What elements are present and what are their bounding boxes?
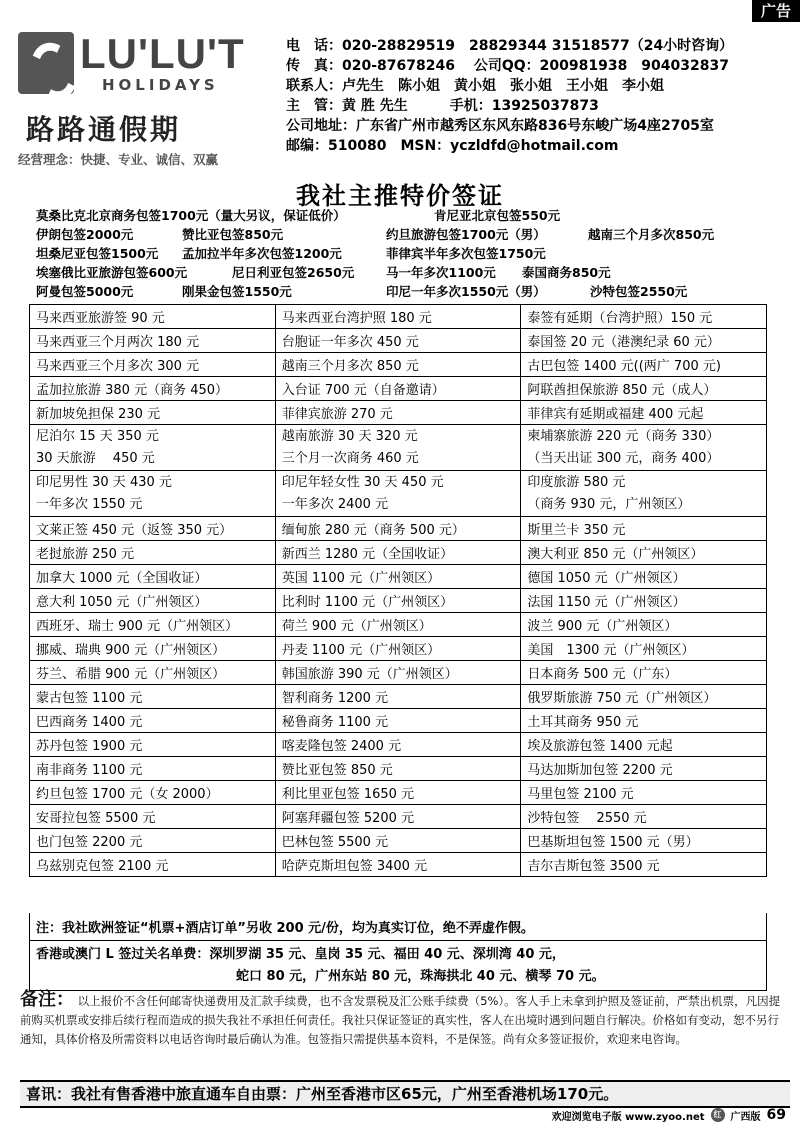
visa-cell: 蒙古包签 1100 元: [30, 685, 276, 709]
table-row: [30, 377, 767, 401]
note-eu: 注：我社欧洲签证“机票+酒店订单”另收 200 元/份，均为真实订位，绝不弄虚作假。: [30, 913, 766, 941]
visa-cell: 土耳其商务 950 元: [521, 709, 767, 733]
visa-cell: 泰国签 20 元（港澳纪录 60 元）: [521, 329, 767, 353]
visa-cell: 比利时 1100 元（广州领区）: [275, 589, 521, 613]
table-row: [30, 305, 767, 329]
note-block: [29, 913, 767, 991]
footer: [552, 1105, 786, 1125]
visa-cell: 老挝旅游 250 元: [30, 541, 276, 565]
remarks-label: 备注：: [20, 989, 74, 1010]
table-row: [30, 425, 767, 471]
table-row: [30, 637, 767, 661]
note-hk: [30, 941, 766, 990]
visa-cell: 马来西亚旅游签 90 元: [30, 305, 276, 329]
table-row: [30, 709, 767, 733]
promo-item: 马一年多次1100元: [386, 265, 496, 280]
contact-info: [286, 36, 733, 156]
logo-text: LU'LU'T: [80, 30, 245, 77]
visa-cell: 马来西亚三个月两次 180 元: [30, 329, 276, 353]
visa-cell-line: 一年多次 2400 元: [281, 496, 389, 512]
table-row: [30, 401, 767, 425]
visa-cell: [275, 425, 521, 471]
table-row: [30, 565, 767, 589]
promo-item: 菲律宾半年多次包签1750元: [386, 246, 546, 261]
visa-cell: 巴基斯坦包签 1500 元（男）: [521, 829, 767, 853]
visa-cell: 斯里兰卡 350 元: [521, 517, 767, 541]
promo-item: 约旦旅游包签1700元（男）: [386, 227, 546, 242]
news-banner: 喜讯：我社有售香港中旅直通车自由票：广州至香港市区65元，广州至香港机场170元。: [20, 1080, 790, 1108]
visa-cell: 新西兰 1280 元（全国收证）: [275, 541, 521, 565]
table-row: [30, 541, 767, 565]
visa-cell: [521, 471, 767, 517]
table-row: [30, 829, 767, 853]
visa-cell: 新加坡免担保 230 元: [30, 401, 276, 425]
visa-cell: 阿塞拜疆包签 5200 元: [275, 805, 521, 829]
visa-cell: 芬兰、希腊 900 元（广州领区）: [30, 661, 276, 685]
contact-line: 联系人：卢先生 陈小姐 黄小姐 张小姐 王小姐 李小姐: [286, 78, 664, 94]
visa-cell: 入台证 700 元（自备邀请）: [275, 377, 521, 401]
visa-cell: 孟加拉旅游 380 元（商务 450）: [30, 377, 276, 401]
visa-cell: 乌兹别克包签 2100 元: [30, 853, 276, 877]
philosophy: 经营理念：快捷、专业、诚信、双赢: [18, 152, 219, 167]
visa-cell: 俄罗斯旅游 750 元（广州领区）: [521, 685, 767, 709]
table-row: [30, 805, 767, 829]
promo-item: 越南三个月多次850元: [588, 227, 715, 242]
promo-row: [36, 244, 776, 263]
visa-cell: [275, 471, 521, 517]
note-hk-line: 蛇口 80 元，广州东站 80 元，珠海拱北 40 元、横琴 70 元。: [236, 969, 605, 984]
logo-s-icon: [18, 32, 74, 94]
table-row: [30, 517, 767, 541]
visa-cell: 缅甸旅 280 元（商务 500 元）: [275, 517, 521, 541]
visa-cell: 法国 1150 元（广州领区）: [521, 589, 767, 613]
brand-name-cn: 路路通假期: [26, 113, 182, 146]
visa-cell: 赞比亚包签 850 元: [275, 757, 521, 781]
logo: [18, 32, 273, 102]
visa-cell: 智利商务 1200 元: [275, 685, 521, 709]
promo-row: [36, 263, 776, 282]
visa-cell: 马来西亚三个月多次 300 元: [30, 353, 276, 377]
visa-cell: 苏丹包签 1900 元: [30, 733, 276, 757]
footer-edition: 广西版: [730, 1111, 761, 1123]
visa-cell: 韩国旅游 390 元（广州领区）: [275, 661, 521, 685]
promo-row: [36, 206, 776, 225]
logo-subtitle: HOLIDAYS: [102, 76, 219, 94]
visa-cell: 意大利 1050 元（广州领区）: [30, 589, 276, 613]
contact-line: 公司地址：广东省广州市越秀区东风东路836号东峻广场4座2705室: [286, 118, 714, 134]
remarks-text: 以上报价不含任何邮寄快递费用及汇款手续费，也不含发票税及汇公账手续费（5%）。客人手上未拿到护照及签证前，严禁出机票，凡因提前购买机票或安排后续行程而造成的损失我社不承担任何责任。我社只保证签证的真实性，客人在出境时遇到问题自行解决。价格如有变动，恕不另行通知，具体价格及所需资料以电话咨询时最后确认为准。包签指只需提供基本资料，不是保签。尚有众多签证报价，欢迎来电咨询。: [20, 994, 781, 1046]
promo-item: 印尼一年多次1550元（男）: [386, 284, 546, 299]
visa-cell: 丹麦 1100 元（广州领区）: [275, 637, 521, 661]
promo-item: 肯尼亚北京包签550元: [434, 208, 561, 223]
visa-cell-line: 印度旅游 580 元: [527, 474, 626, 490]
visa-cell: 澳大利亚 850 元（广州领区）: [521, 541, 767, 565]
visa-cell: 文莱正签 450 元（返签 350 元）: [30, 517, 276, 541]
footer-site: 欢迎浏览电子版 www.zyoo.net: [551, 1111, 705, 1123]
visa-cell-line: 一年多次 1550 元: [36, 496, 143, 512]
note-hk-line: 香港或澳门 L 签过关名单费：深圳罗湖 35 元、皇岗 35 元、福田 40 元、深圳湾 40 元，: [36, 947, 565, 962]
table-row: [30, 781, 767, 805]
visa-cell: 荷兰 900 元（广州领区）: [275, 613, 521, 637]
promo-item: 伊朗包签2000元: [36, 227, 134, 242]
visa-cell: 埃及旅游包签 1400 元起: [521, 733, 767, 757]
table-row: [30, 589, 767, 613]
table-row: [30, 853, 767, 877]
page-number: 69: [766, 1107, 786, 1123]
table-row: [30, 613, 767, 637]
contact-line: 电 话：020-28829519 28829344 31518577（24小时咨询）: [286, 38, 734, 54]
visa-cell: 吉尔吉斯包签 3500 元: [521, 853, 767, 877]
table-row: [30, 329, 767, 353]
visa-cell-line: 柬埔寨旅游 220 元（商务 330）: [527, 428, 720, 444]
visa-cell: 约旦包签 1700 元（女 2000）: [30, 781, 276, 805]
visa-cell: 马来西亚台湾护照 180 元: [275, 305, 521, 329]
promo-row: [36, 282, 776, 301]
visa-table: [29, 304, 767, 877]
table-row: [30, 685, 767, 709]
visa-cell-line: 尼泊尔 15 天 350 元: [36, 428, 159, 444]
visa-cell-line: （商务 930 元，广州领区）: [527, 496, 691, 512]
promo-item: 刚果金包签1550元: [182, 284, 292, 299]
promo-item: 泰国商务850元: [522, 265, 611, 280]
visa-cell: 菲律宾旅游 270 元: [275, 401, 521, 425]
table-row: [30, 353, 767, 377]
visa-cell: 哈萨克斯坦包签 3400 元: [275, 853, 521, 877]
promo-item: 尼日利亚包签2650元: [232, 265, 355, 280]
visa-cell: 美国 1300 元（广州领区）: [521, 637, 767, 661]
visa-cell: 阿联酋担保旅游 850 元（成人）: [521, 377, 767, 401]
promo-item: 莫桑比克北京商务包签1700元（量大另议，保证低价）: [36, 208, 346, 223]
contact-line: 主 管：黄 胜 先生 手机：13925037873: [286, 98, 599, 114]
visa-cell: 喀麦隆包签 2400 元: [275, 733, 521, 757]
visa-cell-line: 30 天旅游 450 元: [36, 450, 155, 466]
visa-cell: 也门包签 2200 元: [30, 829, 276, 853]
visa-cell: 巴林包签 5500 元: [275, 829, 521, 853]
visa-cell-line: 印尼年轻女性 30 天 450 元: [281, 474, 444, 490]
visa-cell: 菲律宾有延期或福建 400 元起: [521, 401, 767, 425]
visa-cell: 利比里亚包签 1650 元: [275, 781, 521, 805]
visa-cell: 西班牙、瑞士 900 元（广州领区）: [30, 613, 276, 637]
contact-line: 邮编：510080 MSN：yczldfd@hotmail.com: [286, 138, 619, 154]
contact-line: 传 真：020-87678246 公司QQ：200981938 904032837: [286, 58, 729, 74]
visa-cell: 泰签有延期（台湾护照）150 元: [521, 305, 767, 329]
visa-cell: 英国 1100 元（广州领区）: [275, 565, 521, 589]
visa-cell: 越南三个月多次 850 元: [275, 353, 521, 377]
header: [0, 24, 800, 174]
visa-cell-line: 印尼男性 30 天 430 元: [36, 474, 172, 490]
visa-cell-line: 三个月一次商务 460 元: [281, 450, 419, 466]
promo-item: 坦桑尼亚包签1500元: [36, 246, 159, 261]
visa-cell: 德国 1050 元（广州领区）: [521, 565, 767, 589]
promo-item: 沙特包签2550元: [590, 284, 688, 299]
ad-tag: 广告: [752, 0, 800, 22]
visa-cell: 古巴包签 1400 元((两广 700 元): [521, 353, 767, 377]
remarks: [20, 990, 788, 1049]
visa-cell: 安哥拉包签 5500 元: [30, 805, 276, 829]
main-title: 我社主推特价签证: [296, 182, 504, 210]
visa-cell: 巴西商务 1400 元: [30, 709, 276, 733]
promo-item: 埃塞俄比亚旅游包签600元: [36, 265, 188, 280]
visa-cell: 南非商务 1100 元: [30, 757, 276, 781]
table-row: [30, 733, 767, 757]
promo-list: [36, 206, 776, 301]
visa-cell: 波兰 900 元（广州领区）: [521, 613, 767, 637]
visa-cell: [30, 425, 276, 471]
visa-cell: [30, 471, 276, 517]
visa-cell-line: （当天出证 300 元，商务 400）: [527, 450, 720, 466]
visa-cell: [521, 425, 767, 471]
visa-cell: 日本商务 500 元（广东）: [521, 661, 767, 685]
table-row: [30, 661, 767, 685]
visa-cell: 加拿大 1000 元（全国收证）: [30, 565, 276, 589]
visa-cell-line: 越南旅游 30 天 320 元: [281, 428, 418, 444]
visa-cell: 马达加斯加包签 2200 元: [521, 757, 767, 781]
table-row: [30, 757, 767, 781]
promo-item: 孟加拉半年多次包签1200元: [182, 246, 342, 261]
visa-cell: 秘鲁商务 1100 元: [275, 709, 521, 733]
table-row: [30, 471, 767, 517]
visa-cell: 沙特包签 2550 元: [521, 805, 767, 829]
promo-item: 赞比亚包签850元: [182, 227, 284, 242]
visa-cell: 马里包签 2100 元: [521, 781, 767, 805]
visa-cell: 挪威、瑞典 900 元（广州领区）: [30, 637, 276, 661]
promo-item: 阿曼包签5000元: [36, 284, 134, 299]
promo-row: [36, 225, 776, 244]
visa-cell: 台胞证一年多次 450 元: [275, 329, 521, 353]
edition-icon: 红: [711, 1108, 725, 1122]
